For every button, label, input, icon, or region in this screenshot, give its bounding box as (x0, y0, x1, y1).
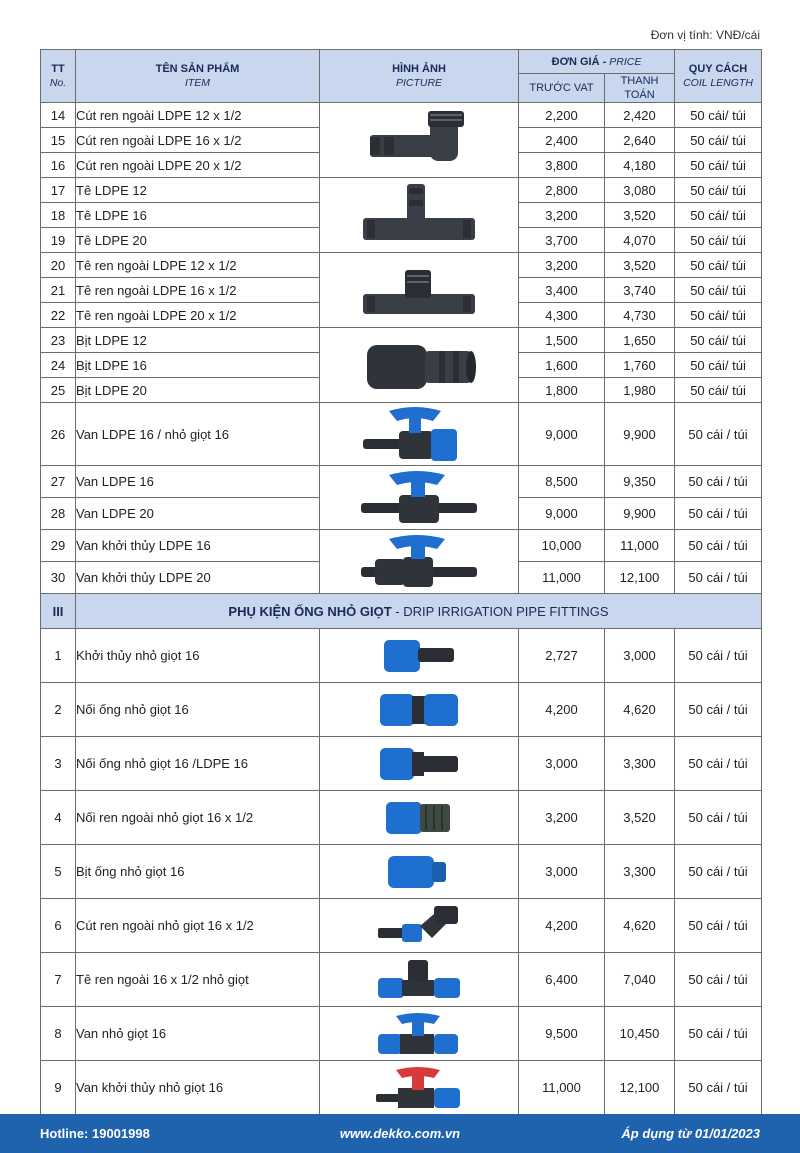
product-picture (320, 466, 519, 530)
row-number: 3 (41, 737, 76, 791)
row-number: 21 (41, 278, 76, 303)
drip-valve-icon (374, 1012, 464, 1056)
pack-size: 50 cái / túi (675, 953, 762, 1007)
price-before-vat: 3,200 (519, 203, 605, 228)
pack-size: 50 cái / túi (675, 737, 762, 791)
row-number: 1 (41, 629, 76, 683)
product-name: Van nhỏ giọt 16 (76, 1007, 320, 1061)
price-total: 1,980 (605, 378, 675, 403)
row-number: 2 (41, 683, 76, 737)
row-number: 4 (41, 791, 76, 845)
section-number: III (41, 594, 76, 629)
product-picture (320, 530, 519, 594)
ldpe-valve-icon (359, 467, 479, 529)
table-row (41, 953, 762, 1007)
product-picture (320, 253, 519, 328)
row-number: 25 (41, 378, 76, 403)
pack-size: 50 cái/ túi (675, 353, 762, 378)
product-picture (320, 403, 519, 466)
pack-size: 50 cái / túi (675, 845, 762, 899)
price-before-vat: 9,000 (519, 403, 605, 466)
pack-size: 50 cái/ túi (675, 278, 762, 303)
price-before-vat: 9,000 (519, 498, 605, 530)
row-number: 26 (41, 403, 76, 466)
pack-size: 50 cái/ túi (675, 228, 762, 253)
price-total: 4,620 (605, 899, 675, 953)
col-price: ĐƠN GIÁ - PRICE (519, 50, 675, 74)
blue-valve-icon (359, 403, 479, 465)
row-number: 19 (41, 228, 76, 253)
price-total: 12,100 (605, 562, 675, 594)
footer-bar (0, 1114, 800, 1153)
pack-size: 50 cái / túi (675, 1007, 762, 1061)
price-total: 7,040 (605, 953, 675, 1007)
pack-size: 50 cái / túi (675, 530, 762, 562)
product-name: Tê LDPE 16 (76, 203, 320, 228)
product-name: Cút ren ngoài LDPE 12 x 1/2 (76, 103, 320, 128)
product-picture (320, 178, 519, 253)
section-title-en: - DRIP IRRIGATION PIPE FITTINGS (395, 603, 609, 619)
price-before-vat: 2,727 (519, 629, 605, 683)
pack-size: 50 cái/ túi (675, 128, 762, 153)
price-total: 1,760 (605, 353, 675, 378)
price-before-vat: 11,000 (519, 1061, 605, 1115)
section-title (76, 594, 762, 629)
product-name: Nối ống nhỏ giọt 16 /LDPE 16 (76, 737, 320, 791)
hotline: Hotline: 19001998 (40, 1126, 150, 1141)
price-total: 3,300 (605, 845, 675, 899)
table-row (41, 737, 762, 791)
pack-size: 50 cái/ túi (675, 253, 762, 278)
price-total: 3,080 (605, 178, 675, 203)
price-before-vat: 1,800 (519, 378, 605, 403)
product-name: Van khởi thủy nhỏ giọt 16 (76, 1061, 320, 1115)
product-name: Nối ống nhỏ giọt 16 (76, 683, 320, 737)
table-row (41, 253, 762, 278)
drip-threaded-coupling-icon (374, 796, 464, 840)
product-name: Cút ren ngoài LDPE 20 x 1/2 (76, 153, 320, 178)
table-row (41, 791, 762, 845)
price-before-vat: 10,000 (519, 530, 605, 562)
price-before-vat: 11,000 (519, 562, 605, 594)
price-total: 3,520 (605, 203, 675, 228)
product-name: Tê ren ngoài LDPE 16 x 1/2 (76, 278, 320, 303)
row-number: 29 (41, 530, 76, 562)
price-table (40, 49, 762, 1115)
pack-size: 50 cái / túi (675, 403, 762, 466)
price-total: 3,740 (605, 278, 675, 303)
price-before-vat: 8,500 (519, 466, 605, 498)
price-total: 11,000 (605, 530, 675, 562)
price-total: 10,450 (605, 1007, 675, 1061)
pack-size: 50 cái/ túi (675, 153, 762, 178)
price-before-vat: 4,200 (519, 683, 605, 737)
price-total: 1,650 (605, 328, 675, 353)
threaded-tee-icon (359, 260, 479, 320)
drip-end-cap-icon (374, 850, 464, 894)
price-before-vat: 3,200 (519, 253, 605, 278)
product-name: Cút ren ngoài LDPE 16 x 1/2 (76, 128, 320, 153)
table-row (41, 1061, 762, 1115)
price-total: 2,640 (605, 128, 675, 153)
price-total: 4,620 (605, 683, 675, 737)
price-total: 3,520 (605, 791, 675, 845)
product-picture (320, 737, 519, 791)
drip-threaded-tee-icon (374, 958, 464, 1002)
table-row (41, 683, 762, 737)
table-row (41, 530, 762, 562)
table-row (41, 403, 762, 466)
row-number: 7 (41, 953, 76, 1007)
pack-size: 50 cái / túi (675, 683, 762, 737)
price-before-vat: 3,400 (519, 278, 605, 303)
row-number: 23 (41, 328, 76, 353)
table-row (41, 1007, 762, 1061)
section-header (41, 594, 762, 629)
product-picture (320, 845, 519, 899)
col-total: THANH TOÁN (605, 74, 675, 103)
pack-size: 50 cái / túi (675, 498, 762, 530)
price-total: 2,420 (605, 103, 675, 128)
pack-size: 50 cái / túi (675, 1061, 762, 1115)
pack-size: 50 cái / túi (675, 791, 762, 845)
product-name: Nối ren ngoài nhỏ giọt 16 x 1/2 (76, 791, 320, 845)
price-before-vat: 3,000 (519, 845, 605, 899)
price-total: 9,350 (605, 466, 675, 498)
product-picture (320, 899, 519, 953)
product-name: Bịt LDPE 20 (76, 378, 320, 403)
table-row (41, 103, 762, 128)
table-row (41, 629, 762, 683)
price-total: 12,100 (605, 1061, 675, 1115)
row-number: 20 (41, 253, 76, 278)
price-before-vat: 2,200 (519, 103, 605, 128)
table-row (41, 328, 762, 353)
price-total: 4,730 (605, 303, 675, 328)
row-number: 14 (41, 103, 76, 128)
price-before-vat: 1,600 (519, 353, 605, 378)
col-before-vat: TRƯỚC VAT (519, 74, 605, 103)
product-picture (320, 1061, 519, 1115)
row-number: 28 (41, 498, 76, 530)
table-row (41, 466, 762, 498)
price-total: 4,180 (605, 153, 675, 178)
start-valve-icon (359, 531, 479, 593)
product-picture (320, 103, 519, 178)
product-picture (320, 953, 519, 1007)
section-title-vi: PHỤ KIỆN ỐNG NHỎ GIỌT (228, 603, 392, 619)
pack-size: 50 cái / túi (675, 466, 762, 498)
drip-coupling-icon (374, 688, 464, 732)
elbow-fitting-icon (364, 107, 474, 173)
product-name: Van LDPE 16 (76, 466, 320, 498)
price-before-vat: 2,400 (519, 128, 605, 153)
drip-threaded-elbow-icon (374, 904, 464, 948)
row-number: 5 (41, 845, 76, 899)
product-picture (320, 328, 519, 403)
pack-size: 50 cái / túi (675, 629, 762, 683)
price-before-vat: 3,200 (519, 791, 605, 845)
pack-size: 50 cái/ túi (675, 328, 762, 353)
row-number: 16 (41, 153, 76, 178)
product-picture (320, 1007, 519, 1061)
col-item: TÊN SẢN PHẨM ITEM (76, 50, 320, 103)
product-picture (320, 791, 519, 845)
pack-size: 50 cái/ túi (675, 203, 762, 228)
price-before-vat: 1,500 (519, 328, 605, 353)
product-name: Van khởi thủy LDPE 20 (76, 562, 320, 594)
col-picture: HÌNH ẢNH PICTURE (320, 50, 519, 103)
row-number: 15 (41, 128, 76, 153)
table-row (41, 178, 762, 203)
product-name: Tê LDPE 12 (76, 178, 320, 203)
pack-size: 50 cái / túi (675, 562, 762, 594)
product-name: Van LDPE 16 / nhỏ giọt 16 (76, 403, 320, 466)
pack-size: 50 cái/ túi (675, 178, 762, 203)
product-name: Cút ren ngoài nhỏ giọt 16 x 1/2 (76, 899, 320, 953)
product-name: Bịt ống nhỏ giọt 16 (76, 845, 320, 899)
price-before-vat: 6,400 (519, 953, 605, 1007)
product-name: Tê ren ngoài LDPE 20 x 1/2 (76, 303, 320, 328)
drip-start-connector-icon (374, 634, 464, 678)
row-number: 30 (41, 562, 76, 594)
price-before-vat: 3,000 (519, 737, 605, 791)
product-name: Khởi thủy nhỏ giọt 16 (76, 629, 320, 683)
product-name: Tê ren ngoài 16 x 1/2 nhỏ giọt (76, 953, 320, 1007)
product-name: Bịt LDPE 16 (76, 353, 320, 378)
price-total: 9,900 (605, 498, 675, 530)
price-before-vat: 3,800 (519, 153, 605, 178)
tee-fitting-icon (359, 180, 479, 250)
price-before-vat: 2,800 (519, 178, 605, 203)
product-name: Van khởi thủy LDPE 16 (76, 530, 320, 562)
product-picture (320, 683, 519, 737)
price-total: 3,300 (605, 737, 675, 791)
row-number: 17 (41, 178, 76, 203)
row-number: 22 (41, 303, 76, 328)
row-number: 9 (41, 1061, 76, 1115)
col-pack: QUY CÁCH COIL LENGTH (675, 50, 762, 103)
product-picture (320, 629, 519, 683)
price-before-vat: 9,500 (519, 1007, 605, 1061)
price-total: 3,000 (605, 629, 675, 683)
row-number: 27 (41, 466, 76, 498)
pack-size: 50 cái/ túi (675, 303, 762, 328)
row-number: 6 (41, 899, 76, 953)
col-no: TT No. (41, 50, 76, 103)
product-name: Tê LDPE 20 (76, 228, 320, 253)
price-total: 9,900 (605, 403, 675, 466)
pack-size: 50 cái / túi (675, 899, 762, 953)
website-link[interactable]: www.dekko.com.vn (339, 1126, 461, 1141)
pack-size: 50 cái/ túi (675, 378, 762, 403)
table-row (41, 845, 762, 899)
pack-size: 50 cái/ túi (675, 103, 762, 128)
unit-note: Đơn vị tính: VNĐ/cái (650, 28, 760, 42)
price-before-vat: 4,300 (519, 303, 605, 328)
row-number: 8 (41, 1007, 76, 1061)
table-row (41, 899, 762, 953)
effective-date: Áp dụng từ 01/01/2023 (621, 1126, 760, 1141)
drip-ldpe-coupling-icon (374, 742, 464, 786)
product-name: Van LDPE 20 (76, 498, 320, 530)
row-number: 24 (41, 353, 76, 378)
price-before-vat: 4,200 (519, 899, 605, 953)
end-cap-icon (359, 335, 479, 395)
price-total: 3,520 (605, 253, 675, 278)
drip-start-valve-icon (374, 1066, 464, 1110)
row-number: 18 (41, 203, 76, 228)
price-total: 4,070 (605, 228, 675, 253)
product-name: Tê ren ngoài LDPE 12 x 1/2 (76, 253, 320, 278)
price-before-vat: 3,700 (519, 228, 605, 253)
product-name: Bịt LDPE 12 (76, 328, 320, 353)
